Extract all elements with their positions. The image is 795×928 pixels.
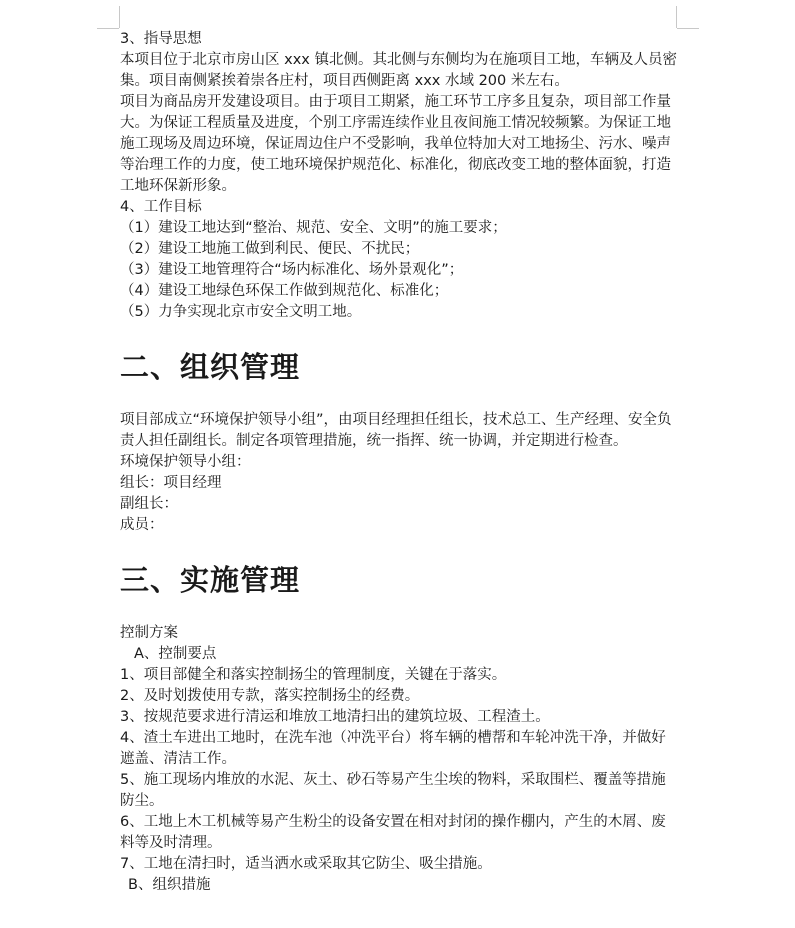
impl-plan-label: 控制方案 [120,625,178,641]
org-deputy: 副组长： [120,496,178,512]
page-corner-mark-right-v [676,6,677,28]
goal-item: （4）建设工地绿色环保工作做到规范化、标准化； [120,283,449,299]
impl-item: 6、工地上木工机械等易产生粉尘的设备安置在相对封闭的操作棚内，产生的木屑、废料等及时清理。 [120,814,666,851]
page-corner-mark-right-h [677,28,699,29]
impl-item: 5、施工现场内堆放的水泥、灰土、砂石等易产生尘埃的物料，采取围栏、覆盖等措施防尘。 [120,772,666,809]
guiding-paragraph-1: 本项目位于北京市房山区 xxx 镇北侧。其北侧与东侧均为在施项目工地，车辆及人员密集。项目南侧紧挨着崇各庄村，项目西侧距离 xxx 水域 200 米左右。 [120,52,677,89]
org-members: 成员： [120,517,164,533]
impl-subheading-a: A、控制要点 [134,646,217,662]
impl-item: 2、及时划拨使用专款，落实控制扬尘的经费。 [120,688,420,704]
impl-item: 1、项目部健全和落实控制扬尘的管理制度，关键在于落实。 [120,667,507,683]
impl-item: 4、渣土车进出工地时，在洗车池（冲洗平台）将车辆的槽帮和车轮冲洗干净，并做好遮盖、清洁工作。 [120,730,666,767]
page-corner-mark-left-h [97,28,119,29]
goals-heading: 4、工作目标 [120,199,202,215]
org-section-title: 二、组织管理 [120,350,301,384]
guiding-paragraph-2: 项目为商品房开发建设项目。由于项目工期紧，施工环节工序多且复杂，项目部工作量大。为保证工程质量及进度，个别工序需连续作业且夜间施工情况较频繁。为保证工地施工现场及周边环境，保证周边住户不受影响，我单位特加大对工地扬尘、污水、噪声等治理工作的力度，使工地环境保护规范化、标准化，彻底改变工地的整体面貌，打造工地环保新形象。 [120,94,671,194]
impl-subheading-b: B、组织措施 [128,877,211,893]
org-leader: 组长：项目经理 [120,475,222,491]
impl-section-title: 三、实施管理 [120,563,301,597]
impl-item: 3、按规范要求进行清运和堆放工地清扫出的建筑垃圾、工程渣土。 [120,709,550,725]
page-corner-mark-left-v [119,6,120,28]
impl-item: 7、工地在清扫时，适当洒水或采取其它防尘、吸尘措施。 [120,856,492,872]
org-group-label: 环境保护领导小组： [120,454,251,470]
goal-item: （5）力争实现北京市安全文明工地。 [120,304,362,320]
goal-item: （1）建设工地达到“整治、规范、安全、文明”的施工要求； [120,220,507,236]
document-page [120,28,680,896]
goal-item: （3）建设工地管理符合“场内标准化、场外景观化”； [120,262,464,278]
goal-item: （2）建设工地施工做到利民、便民、不扰民； [120,241,420,257]
org-paragraph: 项目部成立“环境保护领导小组”，由项目经理担任组长，技术总工、生产经理、安全负责人担任副组长。制定各项管理措施，统一指挥、统一协调，并定期进行检查。 [120,412,672,449]
guiding-heading: 3、指导思想 [120,31,202,47]
